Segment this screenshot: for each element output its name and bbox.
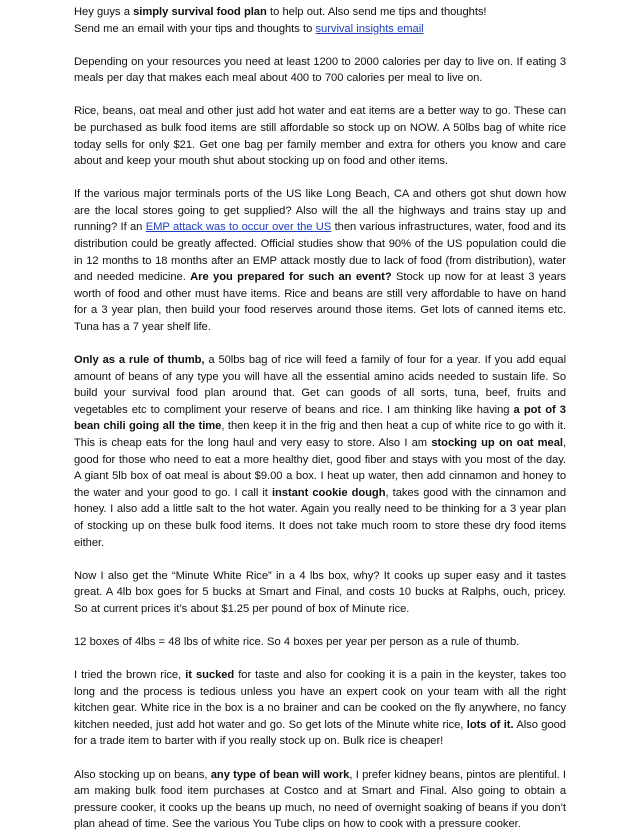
calories-paragraph: Depending on your resources you need at least 1200 to 2000 calories per day to live on. If eating 3 meals per day that makes each meal about 400 to 700 calories per meal to live on.: [74, 55, 566, 85]
intro-text: Hey guys a: [74, 6, 134, 18]
rule-bold-4: instant cookie dough: [271, 486, 386, 499]
beans-text-1: Also stocking up on beans,: [74, 768, 211, 781]
rule-bold-2: a pot of 3 bean chili going all the time: [74, 403, 566, 433]
intro-line-1: [74, 4, 566, 21]
rule-of-thumb-paragraph: [74, 352, 566, 551]
brown-bold-1: it sucked: [185, 669, 235, 682]
intro-text-end: to help out. Also send me tips and thoughts!: [266, 6, 487, 18]
brown-rice-paragraph: [74, 667, 566, 750]
emp-text-2: then various infrastructures, water, food and its distribution could be greatly affected. Official studies show that 90% of the US population could die in 12 months to 18 months after an EMP attack mostly due to lack of food (from distribution), water and needed medicine.: [74, 221, 566, 284]
rule-text-4: , takes good with the cinnamon and honey. I also add a little salt to the hot water. Again you really need to be thinking for a 3 year plan of stocking up on these bulk food items. It does not take much room to store these dry food items either.: [74, 486, 566, 549]
beans-bold-1: any type of bean will work: [210, 768, 350, 781]
intro-bold-text: simply survival food plan: [133, 6, 267, 18]
emp-attack-link[interactable]: EMP attack was to occur over the US: [145, 221, 332, 234]
email-prompt-text: Send me an email with your tips and thoughts to: [74, 22, 316, 35]
emp-text-3: Stock up now for at least 3 years worth of food and other must have items. Rice and beans are still very affordable to have on hand for a 3 year plan, then build your food reserves around those items. Get lots of canned items etc. Tuna has a 7 year shelf life.: [74, 271, 566, 333]
brown-text-2: for taste and also for cooking it is a pain in the keyster, takes too long and the process is tedious unless you have an expert cook on your team with all the right kitchen gear. White rice in the box is a no brainer and can be cooked on the fly anywhere, no fancy kitchen needed, just add hot water and go. So get lots of the Minute white rice,: [74, 669, 567, 731]
brown-text-3: Also good for a trade item to barter with if you really stock up on. Bulk rice is cheaper!: [74, 718, 566, 748]
beans-paragraph: [74, 767, 566, 833]
rule-text-2: , then keep it in the frig and then heat a cup of white rice to go with it. This is cheap eats for the long haul and very easy to store. Also I am: [74, 420, 567, 450]
intro-line-2: [74, 21, 566, 38]
emp-paragraph: [74, 186, 566, 335]
emp-text-1: If the various major terminals ports of the US like Long Beach, CA and others got shut down how are the local stores going to get supplied? Also will the all the highways and trains stay up and running? If an: [74, 188, 566, 234]
rule-text-1: a 50lbs bag of rice will feed a family of four for a year. If you add equal amount of beans of any type you will have all the essential amino acids needed to sustain life. So build your survival food plan around that. Get can goods of all sorts, tuna, beef, fruits and vegetables etc to compliment your reserve of beans and rice. I am thinking like having: [74, 354, 567, 416]
emp-bold-question: Are you prepared for such an event?: [190, 271, 392, 284]
rule-bold-3: stocking up on oat meal: [431, 437, 563, 450]
boxes-paragraph: 12 boxes of 4lbs = 48 lbs of white rice. So 4 boxes per year per person as a rule of thumb.: [74, 636, 520, 648]
minute-rice-paragraph: Now I also get the “Minute White Rice” in a 4 lbs box, why? It cooks up super easy and it tastes great. A 4lb box goes for 5 bucks at Smart and Final, and costs 10 bucks at Ralphs, ouch, pricey. So at current prices it’s about $1.25 per pound of box of Minute rice.: [74, 569, 566, 615]
beans-text-2: , I prefer kidney beans, pintos are plentiful. I am making bulk food item purchases at Costco and at Smart and Final. Also going to obtain a pressure cooker, it cooks up the beans up much, no need of overnight soaking of beans if you don’t plan ahead of time. See the various You Tube clips on how to cook with a pressure cooker.: [74, 768, 566, 831]
rule-bold-1: Only as a rule of thumb,: [74, 354, 205, 367]
email-link[interactable]: survival insights email: [315, 22, 424, 35]
rice-beans-paragraph: Rice, beans, oat meal and other just add hot water and eat items are a better way to go. These can be purchased as bulk food items are still affordable so stock up on NOW. A 50lbs bag of white rice today sells for only $21. Get one bag per family member and extra for others you know and care about and keep your mouth shut about stocking up on food and other items.: [74, 105, 566, 168]
intro-paragraph: [74, 4, 566, 37]
brown-bold-2: lots of it.: [466, 718, 514, 731]
rule-text-3: , good for those who need to eat a more healthy diet, good fiber and stays with you most of the day. A giant 5lb box of oat meal is about $9.00 a box. I heat up water, then add cinnamon and honey to the water and your good to go. I call it: [74, 437, 566, 499]
brown-text-1: I tried the brown rice,: [74, 669, 186, 682]
